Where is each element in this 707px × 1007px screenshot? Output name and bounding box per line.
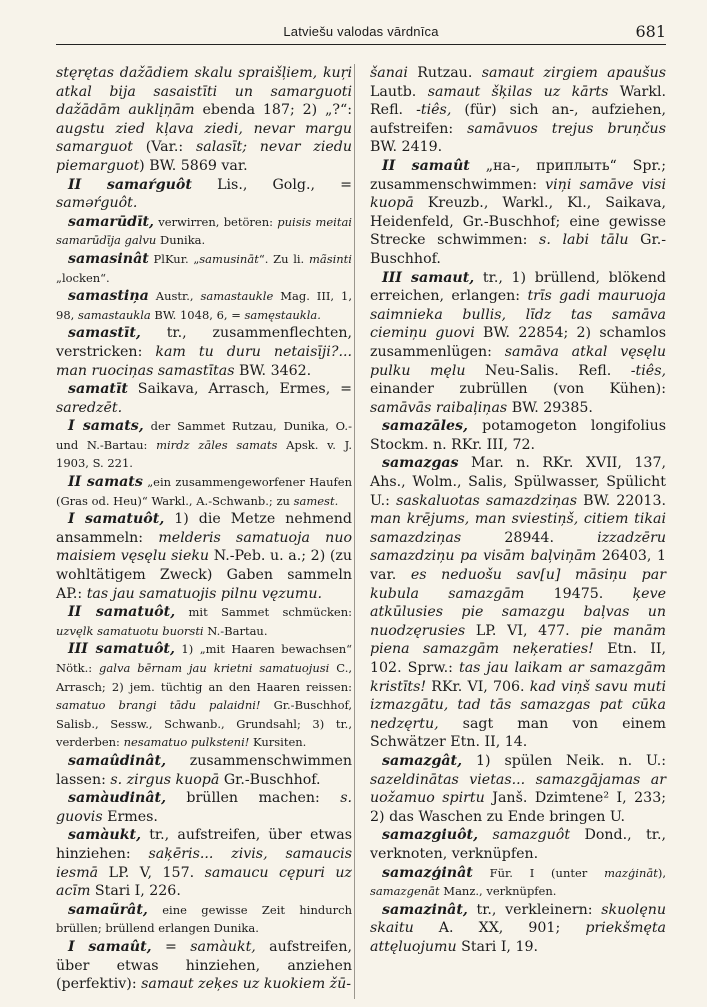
- entry-text: (Var.:: [132, 139, 196, 156]
- page-header: [56, 22, 666, 45]
- entry-text: LP. V, 157.: [98, 864, 205, 881]
- continued-entry: [370, 64, 666, 157]
- entry-text: 1) spülen Neik. n. U.:: [462, 752, 666, 769]
- entry-text: mit Sammet schmücken:: [175, 605, 352, 620]
- example-text: man krējums, man sviestiņš, citiem tikai samazdziņas: [370, 511, 666, 546]
- headword: II samaût: [382, 157, 470, 174]
- dictionary-entry: [56, 380, 352, 417]
- dictionary-entry: [370, 864, 666, 901]
- headword: samaũrât,: [68, 901, 148, 918]
- example-text: mãsinti: [308, 251, 352, 266]
- column-separator: [354, 64, 355, 999]
- entry-text: (für) sich an-, aufziehen, aufstreifen:: [370, 102, 666, 137]
- example-text: šanai: [370, 65, 408, 81]
- example-text: kad viņš savu muti izmazgātu, tad tās samazgas pat cūka nedzęrtu,: [370, 678, 666, 732]
- example-text: saməŕguôt.: [56, 195, 138, 212]
- dictionary-entry: [56, 250, 352, 287]
- example-text: samastaukle: [200, 289, 274, 304]
- headword: samazgas: [382, 455, 459, 472]
- entry-text: BW. 22854; 2) schamlos zusammenlügen:: [370, 325, 667, 360]
- headword: samazgât,: [382, 752, 463, 769]
- entry-text: „на-, приплыть“ Spr.; zusammenschwimmen:: [370, 157, 666, 193]
- entry-text: „ein zusammengeworfener Haufen (Gras od. Heu)“ Warkl., A.-Schwanb.; zu: [56, 475, 353, 508]
- example-text: samāvuos trejus bruņčus: [467, 120, 666, 137]
- headword: I samats,: [68, 418, 144, 435]
- example-text: tas jau samatuojis pilnu vęzumu.: [86, 585, 322, 602]
- dictionary-entry: [370, 157, 666, 269]
- entry-text: der Sammet Rutzau, Dunika, O.- und N.-Bartau:: [56, 419, 352, 452]
- headword: samazāles,: [382, 418, 468, 435]
- example-text: skuolęnu skaitu: [370, 901, 666, 937]
- example-text: sazeldinātas vietas... samazgājamas ar uožamuo spirtu: [370, 771, 666, 807]
- entry-text: Für. I (unter: [472, 865, 605, 880]
- entry-text: eine gewisse Zeit hindurch brüllen; brüllend erlangen Dunika.: [56, 902, 352, 936]
- headword: samazinât,: [382, 901, 468, 918]
- entry-text: RKr. VI, 706.: [426, 678, 530, 695]
- entry-text: =: [151, 938, 191, 955]
- entry-text: Warkl. Refl.: [370, 83, 666, 119]
- dictionary-entry: [56, 603, 352, 640]
- example-text: saķēris... zivis, samaucis iesmā: [56, 845, 352, 881]
- example-text: es neduošu sav[u] māsiņu par kubula samazgām: [370, 567, 666, 602]
- example-text: samęstaukla.: [244, 307, 321, 322]
- entry-text: Lis., Golg., =: [191, 176, 352, 193]
- entry-text: Kreuzb., Warkl., Kl., Saikava, Heidenfeld, Gr.-Buschhof; eine gewisse Strecke schwimmen:: [370, 195, 666, 249]
- dictionary-entry: [56, 417, 352, 473]
- example-text: nesamatuo pulksteni!: [123, 735, 250, 750]
- entry-text: Gr.-Buschhof.: [219, 771, 321, 788]
- dictionary-entry: [370, 826, 666, 863]
- entry-text: zusammenschwimmen lassen:: [56, 752, 352, 788]
- entry-text: Rutzau.: [407, 65, 482, 81]
- entry-text: brüllen machen:: [166, 790, 341, 807]
- entry-text: Ermes.: [102, 808, 158, 825]
- example-text: trīs gadi mauruoja saimnieka bullis, līdz tas samāva ciemiņu guovi: [370, 288, 666, 342]
- example-text: melderis samatuoja nuo maisiem vęsęlu sieku: [56, 529, 352, 565]
- entry-text: aufstreifen, über etwas hinziehen, anziehen (perfektiv):: [56, 938, 352, 993]
- headword: samazgiuôt,: [382, 827, 479, 844]
- example-text: mirdz zāles samats: [156, 437, 278, 452]
- example-text: s. zirgus kuopā: [110, 771, 220, 788]
- entry-text: tr., aufstreifen, über etwas hinziehen:: [56, 827, 352, 862]
- example-text: -tiês,: [630, 362, 666, 379]
- example-text: samaut zirgiem apaušus: [481, 65, 667, 81]
- dictionary-entry: [370, 269, 666, 418]
- dictionary-entry: [56, 473, 352, 510]
- dictionary-entry: [56, 938, 352, 994]
- entry-text: 19475.: [524, 585, 633, 602]
- dictionary-entry: [56, 789, 352, 826]
- example-text: pie manām piena samazgām neķeraties!: [370, 622, 666, 658]
- example-text: samatuo brangi tādu palaidni!: [56, 698, 261, 713]
- headword: samastiņa: [68, 288, 149, 305]
- example-text: -tiês,: [416, 102, 452, 119]
- example-text: s. guovis: [56, 790, 352, 825]
- entry-text: Stari I, 226.: [90, 883, 181, 900]
- entry-text: Gr.-Buschhof.: [370, 232, 667, 267]
- entry-text: Austr.,: [148, 289, 201, 304]
- example-text: samazguôt: [492, 827, 571, 844]
- continued-entry: [56, 64, 352, 176]
- headword: II samats: [68, 474, 143, 491]
- example-text: ķeve atkūlusies pie samazgu baļvas un nuodzęrusies: [370, 585, 666, 639]
- example-text: kam tu duru netaisīji?... man ruociņas samastītas: [56, 343, 352, 379]
- example-text: galva bērnam jau krietni samatuojusi: [99, 661, 330, 675]
- right-column: [370, 64, 666, 999]
- entry-text: N.-Bartau.: [203, 623, 268, 638]
- entry-text: tr., 1) brüllend, blökend erreichen, erlangen:: [370, 269, 666, 305]
- dictionary-entry: [56, 901, 352, 938]
- dictionary-entry: [56, 826, 352, 900]
- headword: samàukt,: [68, 827, 142, 844]
- entry-text: Lautb.: [370, 83, 428, 100]
- example-text: augstu zied kļava ziedi, nevar margu samarguot: [56, 120, 352, 156]
- example-text: tas jau laikam ar samazgām kristīts!: [370, 660, 666, 695]
- entry-text: LP. VI, 477.: [465, 622, 581, 639]
- entry-text: BW. 29385.: [507, 399, 593, 416]
- entry-text: 1) die Metze nehmend ansammeln:: [56, 511, 352, 546]
- example-text: stęrętas dažādiem skalu spraišļiem, kuŗi atkal bija sasaistīti un samarguoti dažādām auklįņām: [56, 65, 352, 119]
- headword: III samatuôt,: [68, 641, 175, 658]
- entry-text: sagt man von einem Schwätzer Etn. II, 14.: [370, 715, 666, 751]
- headword: samàudinât,: [68, 790, 167, 807]
- dictionary-entry: [56, 752, 352, 789]
- example-text: samaut zeķes uz kuokiem žū-: [141, 976, 352, 993]
- entry-text: N.-Peb. u. a.; 2) (zu wohltätigem Zweck) Gaben sammeln AP.:: [56, 548, 352, 602]
- example-text: samest.: [293, 493, 339, 508]
- page-number: 681: [635, 22, 666, 41]
- example-text: samaut šķilas uz kārts: [427, 83, 609, 100]
- entry-text: BW. 22013.: [577, 492, 666, 509]
- entry-text: verwirren, betören:: [153, 214, 278, 229]
- entry-text: 26403, 1 var.: [370, 548, 666, 584]
- entry-text: Manz., verknüpfen.: [439, 884, 557, 899]
- entry-text: einander zubrüllen (von Kühen):: [370, 381, 666, 398]
- example-text: salasīt; nevar ziedu piemarguot: [56, 139, 352, 174]
- headword: samarūdīt,: [68, 213, 154, 230]
- dictionary-entry: [56, 287, 352, 324]
- dictionary-entry: [370, 417, 666, 454]
- entry-text: 1) „mit Haaren bewachsen“ Nötk.:: [56, 642, 353, 675]
- example-text: samastaukla: [77, 307, 151, 322]
- entry-text: BW. 2419.: [370, 139, 443, 156]
- entry-text: Apsk. v. J. 1903, S. 221.: [56, 437, 352, 471]
- entry-text: A. XX, 901;: [413, 920, 586, 937]
- example-text: priekšmęta attęluojumu: [370, 920, 666, 955]
- dictionary-entry: [370, 901, 666, 957]
- example-text: samaucu cępuri uz acīm: [56, 864, 352, 900]
- entry-text: Mag. III, 1, 98,: [56, 289, 352, 322]
- headword: II samatuôt,: [68, 604, 176, 621]
- running-title: Latviešu valodas vārdnīca: [283, 24, 439, 39]
- entry-text: ) BW. 5869 var.: [139, 157, 248, 174]
- headword: I samatuôt,: [68, 511, 165, 528]
- entry-text: „locken“.: [56, 270, 110, 285]
- entry-text: BW. 3462.: [234, 362, 312, 379]
- entry-text: Dond., tr., verknoten, verknüpfen.: [370, 827, 666, 862]
- entry-text: Gr.-Buschhof, Salisb., Sessw., Schwanb., Grundsahl; 3) tr., verderben:: [56, 698, 353, 750]
- headword: samazģinât: [382, 864, 473, 881]
- example-text: s. labi tālu: [539, 232, 629, 249]
- dictionary-entry: [370, 454, 666, 752]
- entry-text: Stari I, 19.: [456, 938, 539, 955]
- dictionary-entry: [56, 640, 352, 752]
- entry-text: Kursiten.: [249, 735, 307, 750]
- example-text: samāva atkal vęsęlu pulku męlu: [370, 343, 666, 379]
- entry-text: Dunika.: [156, 233, 206, 248]
- headword: samasinât: [68, 250, 149, 267]
- entry-text: [478, 827, 492, 843]
- dictionary-entry: [56, 213, 352, 250]
- headword: II samaŕguôt: [68, 176, 192, 193]
- example-text: mazģināt: [604, 865, 658, 880]
- dictionary-entry: [56, 176, 352, 213]
- example-text: viņi samāve visi kuopā: [370, 176, 666, 212]
- entry-text: Janš. Dzimtene² I, 233; 2) das Waschen zu Ende bringen U.: [370, 790, 667, 825]
- entry-text: Etn. II, 102. Sprw.:: [370, 641, 666, 676]
- example-text: samusināt: [199, 251, 259, 266]
- entry-text: Saikava, Arrasch, Ermes, =: [127, 381, 352, 398]
- example-text: samàukt,: [190, 938, 256, 955]
- example-text: samāvās raibaļiņas: [370, 399, 508, 416]
- example-text: saredzēt.: [56, 399, 123, 416]
- entry-text: “. Zu li.: [258, 251, 309, 266]
- entry-text: ebenda 187; 2) „?“:: [194, 102, 352, 119]
- headword: samastīt,: [68, 325, 141, 342]
- entry-text: Mar. n. RKr. XVII, 137, Ahs., Wolm., Salis, Spülwasser, Spülicht U.:: [370, 455, 666, 509]
- example-text: samazgenāt: [370, 884, 440, 899]
- entry-text: Neu-Salis. Refl.: [465, 362, 631, 379]
- example-text: uzvęlk samatuotu buorsti: [56, 623, 204, 638]
- example-text: saskaluotas samazdziņas: [396, 492, 578, 509]
- entry-text: ),: [657, 865, 666, 880]
- dictionary-entry: [370, 752, 666, 826]
- headword: I samaût,: [68, 938, 152, 955]
- example-text: izzadzēru samazdziņu pa visām baļviņām: [370, 529, 666, 565]
- headword: samaûdinât,: [68, 752, 167, 769]
- entry-text: tr., verkleinern:: [467, 901, 602, 918]
- entry-text: PlKur. „: [148, 251, 200, 266]
- entry-text: C., Arrasch; 2) jem. tüchtig an den Haaren reissen:: [56, 661, 353, 694]
- entry-text: BW. 1048, 6, =: [150, 307, 245, 322]
- example-text: puisis meitai samarūdīja galvu: [56, 214, 352, 248]
- entry-text: 28944.: [461, 529, 598, 546]
- dictionary-entry: [56, 510, 352, 603]
- headword: III samaut,: [382, 269, 475, 286]
- entry-text: potamogeton longifolius Stockm. n. RKr. III, 72.: [370, 418, 666, 453]
- left-column: [56, 64, 352, 999]
- dictionary-entry: [56, 324, 352, 380]
- entry-text: tr., zusammenflechten, verstricken:: [56, 325, 352, 360]
- headword: samatīt: [68, 381, 128, 398]
